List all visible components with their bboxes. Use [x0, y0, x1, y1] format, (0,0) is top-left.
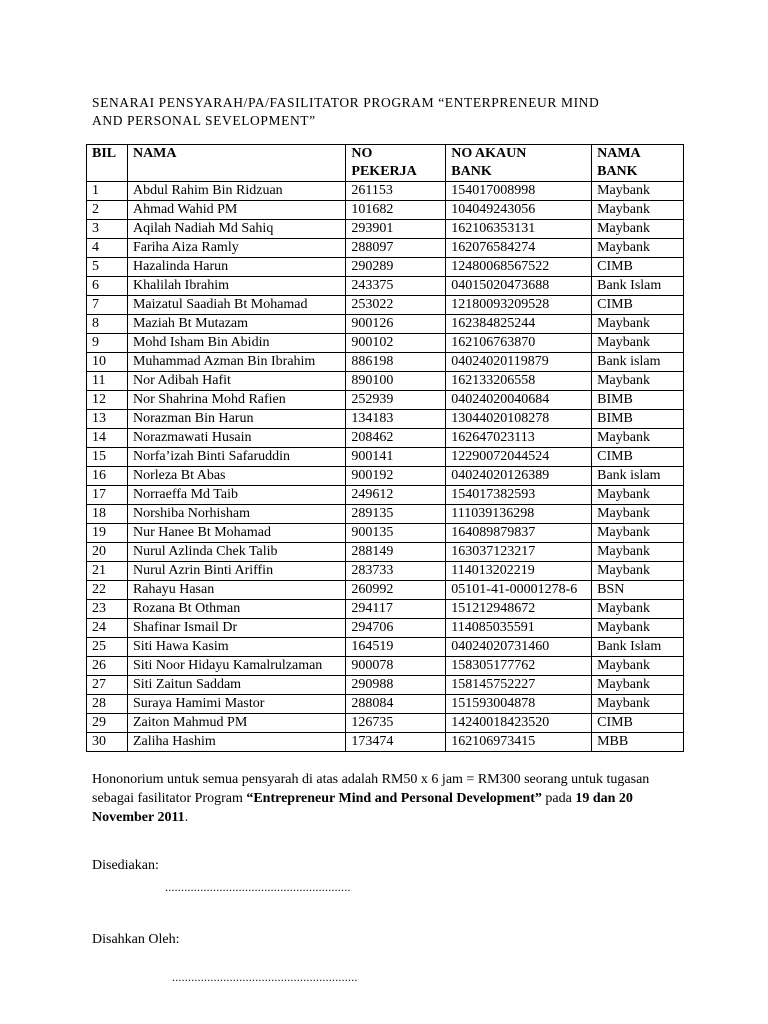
- table-row: [87, 182, 684, 201]
- cell-nama: Zaiton Mahmud PM: [127, 714, 345, 733]
- table-row: [87, 277, 684, 296]
- cell-nama-bank: Bank Islam: [592, 277, 684, 296]
- cell-no-pekerja: 288097: [346, 239, 446, 258]
- cell-nama-bank: Maybank: [592, 315, 684, 334]
- cell-nama-bank: Maybank: [592, 657, 684, 676]
- cell-bil: 14: [87, 429, 128, 448]
- cell-nama: Norazman Bin Harun: [127, 410, 345, 429]
- document-title: [92, 94, 712, 130]
- cell-nama-bank: BSN: [592, 581, 684, 600]
- cell-nama-bank: CIMB: [592, 448, 684, 467]
- header-nama-bank: [592, 145, 684, 182]
- cell-nama-bank: Maybank: [592, 372, 684, 391]
- cell-bil: 28: [87, 695, 128, 714]
- cell-nama: Norfa’izah Binti Safaruddin: [127, 448, 345, 467]
- cell-no-pekerja: 886198: [346, 353, 446, 372]
- table-row: [87, 543, 684, 562]
- table-row: [87, 486, 684, 505]
- cell-no-akaun: 158305177762: [446, 657, 592, 676]
- cell-no-pekerja: 294117: [346, 600, 446, 619]
- cell-nama-bank: Maybank: [592, 695, 684, 714]
- cell-no-akaun: 13044020108278: [446, 410, 592, 429]
- cell-no-akaun: 164089879837: [446, 524, 592, 543]
- cell-nama-bank: Maybank: [592, 429, 684, 448]
- table-row: [87, 733, 684, 752]
- header-no-akaun-line-2: BANK: [451, 164, 492, 179]
- table-row: [87, 448, 684, 467]
- cell-nama: Nur Hanee Bt Mohamad: [127, 524, 345, 543]
- cell-nama: Nurul Azrin Binti Ariffin: [127, 562, 345, 581]
- cell-no-akaun: 114013202219: [446, 562, 592, 581]
- header-no-pekerja-line-2: PEKERJA: [351, 164, 417, 179]
- cell-no-pekerja: 289135: [346, 505, 446, 524]
- cell-no-akaun: 04024020126389: [446, 467, 592, 486]
- cell-bil: 21: [87, 562, 128, 581]
- title-line-2: AND PERSONAL SEVELOPMENT”: [92, 113, 316, 128]
- table-row: [87, 220, 684, 239]
- cell-bil: 19: [87, 524, 128, 543]
- cell-no-pekerja: 164519: [346, 638, 446, 657]
- cell-nama-bank: Maybank: [592, 201, 684, 220]
- table-row: [87, 315, 684, 334]
- cell-bil: 15: [87, 448, 128, 467]
- cell-bil: 13: [87, 410, 128, 429]
- note-text-3: .: [184, 810, 189, 825]
- header-no-akaun-line-1: NO AKAUN: [451, 146, 527, 161]
- cell-no-pekerja: 208462: [346, 429, 446, 448]
- cell-no-pekerja: 173474: [346, 733, 446, 752]
- cell-nama-bank: Maybank: [592, 239, 684, 258]
- cell-bil: 18: [87, 505, 128, 524]
- cell-no-akaun: 163037123217: [446, 543, 592, 562]
- header-nama-bank-line-1: NAMA: [597, 146, 641, 161]
- cell-no-pekerja: 283733: [346, 562, 446, 581]
- table-row: [87, 334, 684, 353]
- cell-bil: 3: [87, 220, 128, 239]
- table-row: [87, 391, 684, 410]
- table-row: [87, 410, 684, 429]
- title-line-1: SENARAI PENSYARAH/PA/FASILITATOR PROGRAM “ENTERPRENEUR MIND: [92, 95, 600, 110]
- cell-nama: Khalilah Ibrahim: [127, 277, 345, 296]
- cell-no-pekerja: 290289: [346, 258, 446, 277]
- cell-no-akaun: 154017382593: [446, 486, 592, 505]
- table-row: [87, 562, 684, 581]
- cell-no-pekerja: 900102: [346, 334, 446, 353]
- cell-no-pekerja: 900141: [346, 448, 446, 467]
- cell-nama-bank: MBB: [592, 733, 684, 752]
- cell-no-pekerja: 900126: [346, 315, 446, 334]
- cell-bil: 16: [87, 467, 128, 486]
- table-row: [87, 676, 684, 695]
- table-row: [87, 467, 684, 486]
- table-row: [87, 581, 684, 600]
- cell-nama: Zaliha Hashim: [127, 733, 345, 752]
- cell-nama: Mohd Isham Bin Abidin: [127, 334, 345, 353]
- cell-no-akaun: 158145752227: [446, 676, 592, 695]
- cell-nama: Maizatul Saadiah Bt Mohamad: [127, 296, 345, 315]
- cell-no-pekerja: 293901: [346, 220, 446, 239]
- cell-nama-bank: Maybank: [592, 543, 684, 562]
- cell-no-pekerja: 261153: [346, 182, 446, 201]
- cell-no-pekerja: 900192: [346, 467, 446, 486]
- table-header-row: [87, 145, 684, 182]
- cell-no-akaun: 104049243056: [446, 201, 592, 220]
- cell-nama: Abdul Rahim Bin Ridzuan: [127, 182, 345, 201]
- prepared-by-signature-line: ..........................................................: [165, 880, 351, 894]
- header-nama: NAMA: [127, 145, 345, 182]
- cell-no-pekerja: 288084: [346, 695, 446, 714]
- cell-bil: 9: [87, 334, 128, 353]
- cell-nama: Norshiba Norhisham: [127, 505, 345, 524]
- cell-no-akaun: 04024020040684: [446, 391, 592, 410]
- cell-nama-bank: Bank islam: [592, 353, 684, 372]
- cell-no-akaun: 111039136298: [446, 505, 592, 524]
- cell-nama: Rahayu Hasan: [127, 581, 345, 600]
- cell-no-pekerja: 134183: [346, 410, 446, 429]
- cell-nama: Norleza Bt Abas: [127, 467, 345, 486]
- table-row: [87, 201, 684, 220]
- cell-nama: Fariha Aiza Ramly: [127, 239, 345, 258]
- cell-bil: 12: [87, 391, 128, 410]
- cell-no-pekerja: 126735: [346, 714, 446, 733]
- header-no-akaun: [446, 145, 592, 182]
- cell-nama: Hazalinda Harun: [127, 258, 345, 277]
- cell-no-akaun: 162647023113: [446, 429, 592, 448]
- cell-bil: 26: [87, 657, 128, 676]
- table-row: [87, 239, 684, 258]
- cell-bil: 23: [87, 600, 128, 619]
- cell-no-akaun: 04024020731460: [446, 638, 592, 657]
- header-no-pekerja: [346, 145, 446, 182]
- cell-no-pekerja: 243375: [346, 277, 446, 296]
- approved-by-label: Disahkan Oleh:: [92, 932, 180, 947]
- cell-no-akaun: 12180093209528: [446, 296, 592, 315]
- cell-nama: Ahmad Wahid PM: [127, 201, 345, 220]
- header-no-pekerja-line-1: NO: [351, 146, 373, 161]
- table-row: [87, 353, 684, 372]
- cell-bil: 17: [87, 486, 128, 505]
- cell-no-pekerja: 249612: [346, 486, 446, 505]
- cell-no-akaun: 162076584274: [446, 239, 592, 258]
- table-row: [87, 258, 684, 277]
- cell-bil: 27: [87, 676, 128, 695]
- cell-bil: 30: [87, 733, 128, 752]
- cell-no-akaun: 12480068567522: [446, 258, 592, 277]
- cell-nama: Nor Adibah Hafit: [127, 372, 345, 391]
- cell-nama: Siti Hawa Kasim: [127, 638, 345, 657]
- approved-by-signature-line: ..........................................................: [172, 970, 358, 984]
- cell-no-akaun: 04015020473688: [446, 277, 592, 296]
- cell-nama: Norraeffa Md Taib: [127, 486, 345, 505]
- honorarium-note: [92, 770, 692, 827]
- cell-nama: Nor Shahrina Mohd Rafien: [127, 391, 345, 410]
- cell-no-pekerja: 260992: [346, 581, 446, 600]
- note-program-name: “Entrepreneur Mind and Personal Development”: [246, 791, 542, 806]
- cell-nama: Siti Zaitun Saddam: [127, 676, 345, 695]
- cell-nama-bank: CIMB: [592, 296, 684, 315]
- cell-bil: 22: [87, 581, 128, 600]
- table-row: [87, 296, 684, 315]
- cell-nama: Suraya Hamimi Mastor: [127, 695, 345, 714]
- cell-bil: 10: [87, 353, 128, 372]
- cell-no-pekerja: 294706: [346, 619, 446, 638]
- cell-nama: Shafinar Ismail Dr: [127, 619, 345, 638]
- cell-nama-bank: Maybank: [592, 486, 684, 505]
- cell-nama-bank: Maybank: [592, 334, 684, 353]
- cell-no-akaun: 162106353131: [446, 220, 592, 239]
- cell-no-pekerja: 900135: [346, 524, 446, 543]
- cell-no-akaun: 04024020119879: [446, 353, 592, 372]
- cell-nama: Rozana Bt Othman: [127, 600, 345, 619]
- header-bil: BIL: [87, 145, 128, 182]
- cell-nama-bank: Maybank: [592, 562, 684, 581]
- cell-no-pekerja: 101682: [346, 201, 446, 220]
- cell-bil: 25: [87, 638, 128, 657]
- cell-bil: 2: [87, 201, 128, 220]
- cell-bil: 4: [87, 239, 128, 258]
- note-text-1: Hononorium untuk semua pensyarah di atas adalah RM50 x 6 jam = RM300 seorang untuk tugasan sebagai fasilitator Program: [92, 772, 650, 806]
- cell-no-akaun: 162384825244: [446, 315, 592, 334]
- cell-no-akaun: 151593004878: [446, 695, 592, 714]
- cell-nama-bank: Maybank: [592, 619, 684, 638]
- cell-bil: 5: [87, 258, 128, 277]
- table-row: [87, 619, 684, 638]
- table-row: [87, 714, 684, 733]
- cell-no-pekerja: 900078: [346, 657, 446, 676]
- cell-no-akaun: 114085035591: [446, 619, 592, 638]
- cell-no-akaun: 154017008998: [446, 182, 592, 201]
- cell-no-pekerja: 890100: [346, 372, 446, 391]
- cell-nama-bank: BIMB: [592, 410, 684, 429]
- table-row: [87, 524, 684, 543]
- prepared-by-label: Disediakan:: [92, 858, 159, 873]
- cell-bil: 20: [87, 543, 128, 562]
- cell-nama: Norazmawati Husain: [127, 429, 345, 448]
- cell-nama-bank: Maybank: [592, 600, 684, 619]
- table-row: [87, 695, 684, 714]
- table-row: [87, 657, 684, 676]
- cell-nama-bank: CIMB: [592, 258, 684, 277]
- lecturer-table: [86, 144, 684, 752]
- cell-no-pekerja: 290988: [346, 676, 446, 695]
- cell-nama-bank: Maybank: [592, 505, 684, 524]
- cell-bil: 7: [87, 296, 128, 315]
- cell-no-pekerja: 288149: [346, 543, 446, 562]
- cell-nama: Nurul Azlinda Chek Talib: [127, 543, 345, 562]
- cell-nama-bank: Maybank: [592, 220, 684, 239]
- table-body: [87, 182, 684, 752]
- table-row: [87, 429, 684, 448]
- table-row: [87, 505, 684, 524]
- cell-no-akaun: 05101-41-00001278-6: [446, 581, 592, 600]
- cell-no-akaun: 151212948672: [446, 600, 592, 619]
- cell-nama: Aqilah Nadiah Md Sahiq: [127, 220, 345, 239]
- cell-no-akaun: 162106973415: [446, 733, 592, 752]
- cell-bil: 29: [87, 714, 128, 733]
- cell-nama-bank: Maybank: [592, 524, 684, 543]
- cell-bil: 8: [87, 315, 128, 334]
- table-row: [87, 638, 684, 657]
- cell-bil: 24: [87, 619, 128, 638]
- cell-nama-bank: BIMB: [592, 391, 684, 410]
- cell-nama-bank: Maybank: [592, 182, 684, 201]
- cell-nama: Maziah Bt Mutazam: [127, 315, 345, 334]
- cell-no-pekerja: 252939: [346, 391, 446, 410]
- cell-nama-bank: Maybank: [592, 676, 684, 695]
- cell-no-akaun: 12290072044524: [446, 448, 592, 467]
- cell-nama-bank: Bank islam: [592, 467, 684, 486]
- table-row: [87, 600, 684, 619]
- header-nama-bank-line-2: BANK: [597, 164, 638, 179]
- cell-nama: Muhammad Azman Bin Ibrahim: [127, 353, 345, 372]
- note-text-2: pada: [541, 791, 576, 806]
- cell-no-akaun: 162106763870: [446, 334, 592, 353]
- cell-nama: Siti Noor Hidayu Kamalrulzaman: [127, 657, 345, 676]
- cell-nama-bank: Bank Islam: [592, 638, 684, 657]
- note-dates: 19 dan 20 November 2011: [92, 791, 633, 825]
- table-row: [87, 372, 684, 391]
- cell-no-akaun: 162133206558: [446, 372, 592, 391]
- cell-no-akaun: 14240018423520: [446, 714, 592, 733]
- cell-bil: 6: [87, 277, 128, 296]
- cell-nama-bank: CIMB: [592, 714, 684, 733]
- cell-bil: 1: [87, 182, 128, 201]
- cell-no-pekerja: 253022: [346, 296, 446, 315]
- cell-bil: 11: [87, 372, 128, 391]
